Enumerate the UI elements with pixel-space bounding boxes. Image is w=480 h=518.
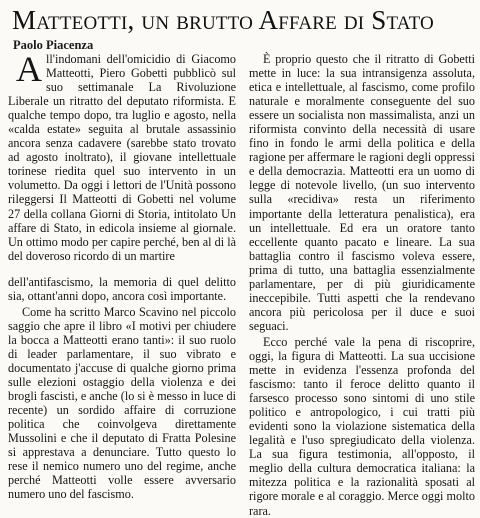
column-break-space — [8, 263, 236, 275]
article-headline: Matteotti, un brutto Affare di Stato — [12, 5, 434, 35]
right-column — [249, 52, 475, 518]
paragraph-gobetti-portrait: È proprio questo che il ritratto di Gobetti mette in luce: la sua intransigenza assoluta, etica e intellettuale, al fascismo, come profilo naturale e moralmente conseguente del suo essere un socialista non massimalista, anzi un riformista convinto della necessità di usare fino in fondo le armi della politica e della ragione per affermare le ragioni degli oppressi e della democrazia. Matteotti era un uomo di legge di notevole livello, (un suo intervento sulla «recidiva» resta un riferimento importante della letteratura penalistica), era un intellettuale. Ed era un oratore tanto eccellente quanto pacato e lineare. La sua battaglia contro il fascismo voleva essere, prima di tutto, una battaglia essenzialmente parlamentare, per di più giuridicamente ineccepibile. Tutti aspetti che la rendevano ancora più pericolosa per il duce e suoi seguaci. — [249, 52, 475, 333]
paragraph-opening: All'indomani dell'omicidio di Giacomo Matteotti, Piero Gobetti pubblicò sul suo settimanale La Rivoluzione Liberale un ritratto del deputato riformista. E qualche tempo dopo, tra luglio e agosto, nella «calda estate» seguita al brutale assassinio ancora senza cadavere (sarebbe stato trovato ad agosto inoltrato), il giovane intellettuale torinese riedita quel suo intervento in un volumetto. Da oggi i lettori de l'Unità possono rileggersi Il Matteotti di Gobetti nel volume 27 della collana Giorni di Storia, intitolato Un affare di Stato, in edicola insieme al giornale. Un ottimo modo per capire perché, ben al di là del doveroso ricordo di un martire — [8, 49, 236, 263]
paragraph-rediscover: Ecco perché vale la pena di riscoprire, oggi, la figura di Matteotti. La sua uccisione mette in evidenza l'essenza profonda del fascismo: tanto il feroce delitto quanto il farsesco processo sono sintomi di uno stile politico e antropologico, i cui tratti più evidenti sono la violazione sistematica della legalità e l'uso spregiudicato della violenza. La sua figura testimonia, all'opposto, il meglio della cultura democratica italiana: la mitezza politica e la razionalità sposati al rigore morale e al coraggio. Merce oggi molto rara. — [249, 334, 475, 518]
left-column — [8, 49, 236, 502]
paragraph-antifascism: dell'antifascismo, la memoria di quel delitto sia, ottant'anni dopo, ancora così importante. — [8, 274, 236, 303]
paragraph-scavino: Come ha scritto Marco Scavino nel piccolo saggio che apre il libro «I motivi per chiudere la bocca a Matteotti erano tanti»: il suo ruolo di leader parlamentare, il suo vibrato e documentato j'accuse di qualche giorno prima sulle elezioni ostaggio della violenza e dei brogli fascisti, e anche (lo si è messo in luce di recente) un sordido affaire di corruzione politica che coinvolgeva direttamente Mussolini e che il deputato di Fratta Polesine si apprestava a denunciare. Tutto questo lo rese il nemico numero uno del regime, anche perché Matteotti volle essere avversario numero uno del fascismo. — [8, 304, 236, 502]
author-byline: Paolo Piacenza — [13, 38, 94, 52]
